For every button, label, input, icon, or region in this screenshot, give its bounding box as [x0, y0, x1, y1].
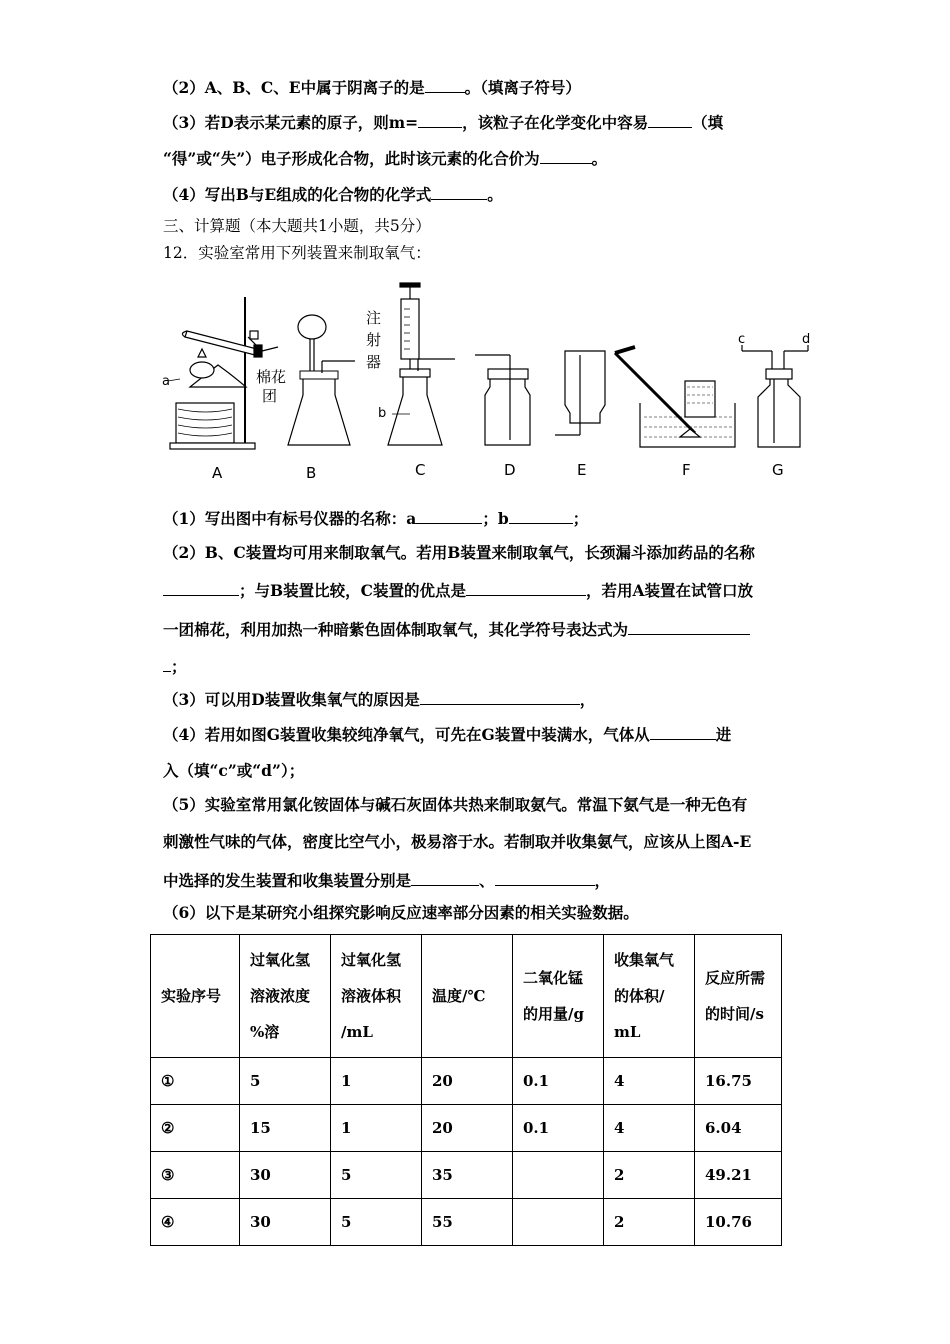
table-cell: [513, 1199, 604, 1246]
header-text: 过氧化氢: [250, 951, 311, 969]
table-cell: 6.04: [695, 1105, 782, 1152]
cotton-label-2: 团: [262, 387, 278, 405]
answer-blank[interactable]: [650, 723, 716, 740]
answer-blank[interactable]: [466, 579, 586, 596]
answer-blank[interactable]: [628, 618, 750, 635]
question-3: [163, 111, 723, 134]
apparatus-d: [475, 355, 530, 445]
question-3-cont: [163, 147, 607, 170]
table-cell: [513, 1152, 604, 1199]
sub-1-text-c: ；: [572, 509, 589, 528]
question-2-text: （2）A、B、C、E中属于阴离子的是: [163, 78, 425, 97]
label-b: b: [378, 406, 387, 421]
answer-blank[interactable]: [540, 147, 592, 164]
sub-3-text: （3）可以用D装置收集氧气的原因是: [163, 690, 420, 709]
header-text: 溶液浓度: [250, 987, 311, 1005]
question-4-text: （4）写出B与E组成的化合物的化学式: [163, 185, 432, 204]
header-concentration: [240, 935, 331, 1058]
sub-2-text-e: ；: [171, 657, 187, 676]
sub-1-text: （1）写出图中有标号仪器的名称：a: [163, 509, 417, 528]
table-cell: ③: [151, 1152, 240, 1199]
table-cell: 1: [331, 1058, 422, 1105]
sub-1-text-b: ；b: [482, 509, 509, 528]
answer-blank[interactable]: [509, 507, 573, 524]
syringe-label-2: 射: [366, 331, 382, 349]
question-3-text-b: ，该粒子在化学变化中容易: [462, 113, 649, 132]
sub-question-5-cont: 刺激性气味的气体，密度比空气小，极易溶于水。若制取并收集氨气，应该从上图A-E: [163, 832, 752, 851]
table-row: [151, 1058, 782, 1105]
header-text: 的时间/s: [705, 1005, 764, 1023]
syringe-label-3: 器: [366, 353, 382, 371]
answer-blank[interactable]: [411, 869, 479, 886]
table-cell: 2: [604, 1152, 695, 1199]
header-text: 的用量/g: [523, 1005, 584, 1023]
answer-blank[interactable]: [431, 183, 487, 200]
question-4-tail: 。: [487, 185, 503, 204]
apparatus-b: [288, 315, 355, 445]
table-row: [151, 1199, 782, 1246]
table-cell: 1: [331, 1105, 422, 1152]
apparatus-figure: [160, 275, 820, 485]
table-cell: 35: [422, 1152, 513, 1199]
sub-4-text: （4）若用如图G装置收集较纯净氧气，可先在G装置中装满水，气体从: [163, 725, 650, 744]
answer-blank[interactable]: [495, 869, 595, 886]
answer-blank[interactable]: [163, 655, 171, 672]
header-time: [695, 935, 782, 1058]
table-cell: 5: [331, 1152, 422, 1199]
table-cell: 55: [422, 1199, 513, 1246]
table-cell: 10.76: [695, 1199, 782, 1246]
sub-5-text-e: ，: [594, 871, 611, 890]
question-3-text-e: 。: [591, 149, 608, 168]
table-cell: 15: [240, 1105, 331, 1152]
table-cell: 30: [240, 1152, 331, 1199]
syringe-label: 注: [366, 309, 382, 327]
header-text: mL: [614, 1023, 641, 1041]
table-cell: ②: [151, 1105, 240, 1152]
header-experiment-no: [151, 935, 240, 1058]
sub-2-text-d: 一团棉花，利用加热一种暗紫色固体制取氧气，其化学符号表达式为: [163, 620, 629, 639]
table-cell: 5: [240, 1058, 331, 1105]
header-text: 过氧化氢: [341, 951, 402, 969]
header-oxygen-volume: [604, 935, 695, 1058]
label-d: d: [802, 332, 811, 347]
table-cell: 5: [331, 1199, 422, 1246]
apparatus-f: [615, 347, 735, 447]
section-heading: 三、计算题（本大题共1小题，共5分）: [163, 217, 431, 235]
table-cell: 2: [604, 1199, 695, 1246]
cotton-label: 棉花: [256, 368, 287, 386]
question-4: [163, 183, 503, 206]
question-3-text: （3）若D表示某元素的原子，则m=: [163, 113, 419, 132]
header-volume: [331, 935, 422, 1058]
header-mno2: [513, 935, 604, 1058]
question-3-text-c: （填: [692, 113, 724, 132]
sub-5-text-c: 中选择的发生装置和收集装置分别是: [163, 871, 412, 890]
table-row: [151, 1105, 782, 1152]
apparatus-e: [555, 351, 605, 435]
header-text: 二氧化锰: [523, 969, 584, 987]
sub-2-text-c: ，若用A装置在试管口放: [585, 581, 753, 600]
label-c: c: [738, 332, 746, 347]
sub-question-2-cont: [163, 579, 753, 602]
apparatus-c: [388, 283, 455, 445]
table-cell: 20: [422, 1058, 513, 1105]
header-text: 收集氧气: [614, 951, 675, 969]
apparatus-label-f: F: [682, 461, 691, 479]
question-2-tail: 。（填离子符号）: [464, 78, 581, 97]
table-row: [151, 1152, 782, 1199]
experiment-table: [150, 934, 782, 1246]
table-header-row: [151, 935, 782, 1058]
sub-question-1: [163, 507, 588, 530]
question-3-text-d: “得”或“失”）电子形成化合物，此时该元素的化合价为: [163, 149, 540, 168]
sub-2-text-b: ；与B装置比较，C装置的优点是: [239, 581, 466, 600]
apparatus-label-e: E: [577, 461, 587, 479]
table-cell: 16.75: [695, 1058, 782, 1105]
apparatus-labels: [212, 461, 784, 482]
answer-blank[interactable]: [420, 688, 580, 705]
sub-question-5-cont2: [163, 869, 610, 892]
header-text: 实验序号: [161, 987, 222, 1005]
answer-blank[interactable]: [648, 111, 692, 128]
header-text: /mL: [341, 1023, 373, 1041]
table-cell: 0.1: [513, 1058, 604, 1105]
question-12: 12．实验室常用下列装置来制取氧气：: [163, 244, 431, 262]
table-cell: 4: [604, 1058, 695, 1105]
sub-question-2: （2）B、C装置均可用来制取氧气。若用B装置来制取氧气，长颈漏斗添加药品的名称: [163, 543, 755, 562]
sub-question-4-cont: 入（填“c”或“d”）；: [163, 761, 305, 780]
apparatus-label-b: B: [306, 464, 317, 482]
table-cell: ①: [151, 1058, 240, 1105]
answer-blank[interactable]: [418, 111, 462, 128]
header-text: %溶: [250, 1023, 280, 1041]
header-temperature: [422, 935, 513, 1058]
apparatus-label-g: G: [772, 461, 784, 479]
sub-question-3: [163, 688, 595, 711]
table-cell: 49.21: [695, 1152, 782, 1199]
answer-blank[interactable]: [416, 507, 482, 524]
sub-question-5: （5）实验室常用氯化铵固体与碱石灰固体共热来制取氨气。常温下氨气是一种无色有: [163, 795, 748, 814]
table-cell: 20: [422, 1105, 513, 1152]
sub-question-2-cont3: [163, 655, 187, 678]
table-cell: 4: [604, 1105, 695, 1152]
header-text: 溶液体积: [341, 987, 402, 1005]
sub-question-2-cont2: [163, 618, 750, 641]
table-cell: ④: [151, 1199, 240, 1246]
apparatus-label-c: C: [415, 461, 426, 479]
apparatus-label-a: A: [212, 464, 223, 482]
apparatus-g: [742, 345, 808, 447]
header-text: 的体积/: [614, 987, 665, 1005]
table-cell: 30: [240, 1199, 331, 1246]
apparatus-label-d: D: [504, 461, 516, 479]
answer-blank[interactable]: [425, 76, 465, 93]
sub-question-6: （6）以下是某研究小组探究影响反应速率部分因素的相关实验数据。: [163, 903, 639, 922]
sub-question-4: [163, 723, 731, 746]
answer-blank[interactable]: [163, 579, 239, 596]
sub-4-text-b: 进: [715, 725, 732, 744]
label-a: a: [162, 374, 170, 389]
header-text: 反应所需: [705, 969, 766, 987]
table-cell: 0.1: [513, 1105, 604, 1152]
sub-5-text-d: 、: [479, 871, 495, 890]
sub-3-text-b: ，: [579, 690, 596, 709]
header-text: 温度/℃: [432, 987, 486, 1005]
question-2: [163, 76, 581, 99]
